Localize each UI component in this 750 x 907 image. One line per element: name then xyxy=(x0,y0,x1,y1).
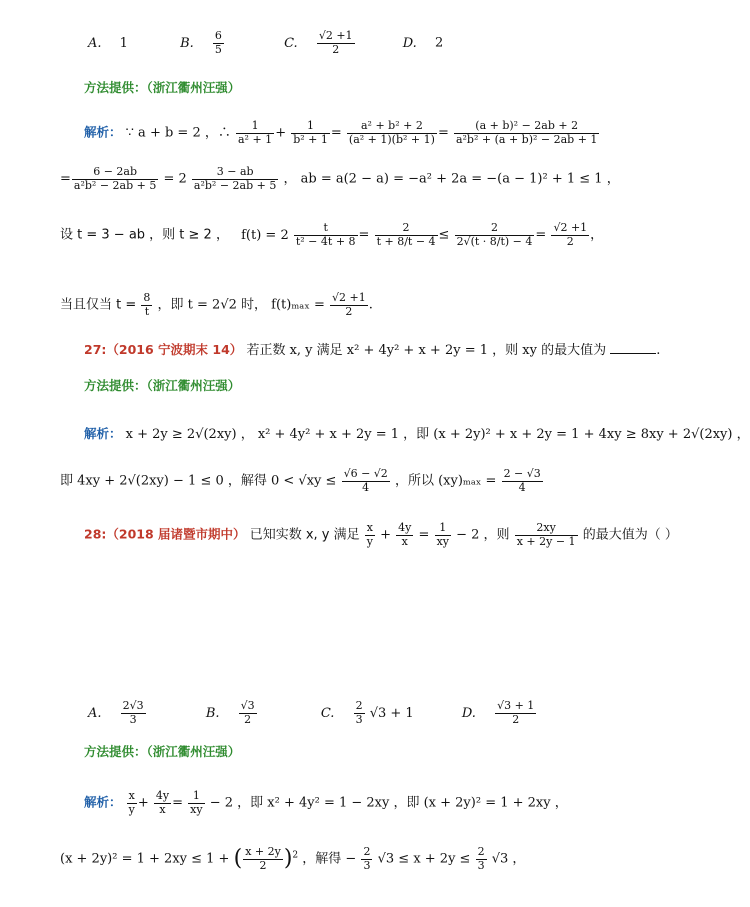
q26-line3-frac-1: $\frac{t}{\text{t² − 4t + 8}}$ xyxy=(295,221,356,248)
q26-line3-f: f(t) = 2 xyxy=(241,227,289,243)
q26-option-a-value: 1 xyxy=(119,35,128,51)
q26-options xyxy=(88,30,443,56)
q28-option-b-letter: B. xyxy=(205,705,220,721)
q28-eq: = xyxy=(418,527,430,543)
q28-method-label: 方法提供：（浙江衢州汪强） xyxy=(84,744,241,759)
q28-option-d-letter: D. xyxy=(461,705,476,721)
q28-line2-prefix: (x + 2y)² = 1 + 2xy ≤ 1 + xyxy=(60,851,230,867)
q28-text-mid: − 2 ，则 xyxy=(456,527,510,543)
q28-frac-3: $\frac{1}{xy}$ xyxy=(436,521,449,548)
q26-analysis-line-4: 当且仅当 t = $\frac{8}{t}$ ，即 t = 2√2 时， f(t)ₘₐₓ = $\frac{√2 +1}{2}$ . xyxy=(60,291,373,318)
q28-line1-tail: − 2 ，即 x² + 4y² = 1 − 2xy ，即 (x + 2y)² = 1 + 2xy ， xyxy=(209,795,568,811)
q28-option-a-fraction: $\frac{2√3}{3}$ xyxy=(122,699,144,726)
q26-analysis-label: 解析： xyxy=(84,124,122,140)
q28-line1-frac-3: $\frac{1}{xy}$ xyxy=(190,789,203,816)
q26-option-c-fraction: $\frac{√2 +1}{2}$ xyxy=(318,29,353,56)
q28-source: 28:（2018 届诸暨市期中） xyxy=(84,526,246,542)
q26-line4-frac-1: $\frac{8}{t}$ xyxy=(143,291,151,318)
q28-line2-frac-2: $\frac{2}{3}$ xyxy=(363,845,371,872)
q28-analysis-label: 解析： xyxy=(84,794,122,810)
q26-option-d-value: 2 xyxy=(434,35,444,51)
q26-line1-frac-3: $\frac{\text{a² + b² + 2}}{\text{(a² + 1)(b² + 1)}}$ xyxy=(348,119,435,146)
q28-line2-mid2: √3 ≤ x + 2y ≤ xyxy=(377,851,471,867)
q28-option-c-fraction: $\frac{2}{3}$ xyxy=(355,699,363,726)
q27-line2-frac-1: $\frac{√6 - √2}{4}$ xyxy=(343,467,388,494)
q26-option-b-fraction: $\frac{6}{5}$ xyxy=(214,29,222,56)
q26-line4-prefix: 当且仅当 t = xyxy=(60,297,137,313)
q28-text-post: 的最大值为（ ） xyxy=(582,527,678,543)
q26-line3-frac-4: $\frac{√2 +1}{2}$ xyxy=(553,221,588,248)
q28-option-c-tail: √3 + 1 xyxy=(369,705,414,721)
q28-option-c-letter: C. xyxy=(320,705,335,721)
q26-method-label: 方法提供：（浙江衢州汪强） xyxy=(84,80,241,95)
q27-question: 27:（2016 宁波期末 14） 若正数 x, y 满足 x² + 4y² + x + 2y = 1 ，则 xy 的最大值为 . xyxy=(84,342,661,358)
q28-text-pre: 已知实数 x, y 满足 xyxy=(249,527,360,543)
q26-analysis-line-2: = $\frac{6 - 2ab}{\text{a²b² − 2ab + 5}}$ = 2 $\frac{3 - ab}{\text{a²b² − 2ab + 5}}$ ， ab = a(2 − a) = −a² + 2a = −(a − 1)² + 1 ≤ 1 ， xyxy=(60,165,620,192)
q26-analysis-line-3: 设 t = 3 − ab ，则 t ≥ 2 ， f(t) = 2 $\frac{t}{\text{t² − 4t + 8}}$ = $\frac{2}{t + 8/t - 4}$ ≤ $\frac{2}{2√(t \cdot 8/t) - 4}$ = $\frac{√2 +1}{2}$ ， xyxy=(60,221,604,248)
q26-analysis-line-1: 解析： ∵ a + b = 2 ，∴ $\frac{1}{\text{a² + 1}}$ + $\frac{1}{\text{b² + 1}}$ = $\frac{\text{a² + b² + 2}}{\text{(a² + 1)(b² + 1)}}$ = $\frac{\text{(a + b)² − 2ab + 2}}{\text{a²b² + (a + b)² − 2ab + 1}}$ xyxy=(84,119,598,146)
q26-line1-frac-1: $\frac{1}{\text{a² + 1}}$ xyxy=(238,119,273,146)
q26-line3-frac-2: $\frac{2}{t + 8/t - 4}$ xyxy=(376,221,436,248)
q26-line2-frac-1: $\frac{6 - 2ab}{\text{a²b² − 2ab + 5}}$ xyxy=(73,165,157,192)
q28-option-d-fraction: $\frac{√3 + 1}{2}$ xyxy=(497,699,535,726)
q28-line2-frac-3: $\frac{2}{3}$ xyxy=(477,845,485,872)
q26-line2-mid: = 2 xyxy=(163,171,187,187)
q28-analysis-line-1: 解析： $\frac{x}{y}$ + $\frac{4y}{x}$ = $\frac{1}{xy}$ − 2 ，即 x² + 4y² = 1 − 2xy ，即 (x + 2y)² = 1 + 2xy ， xyxy=(84,789,568,816)
q28-line2-frac-1: $\frac{x + 2y}{2}$ xyxy=(245,845,281,872)
q26-line4-mid: ，即 t = 2√2 时， f(t)ₘₐₓ = xyxy=(157,297,325,313)
q26-line2-tail: ， ab = a(2 − a) = −a² + 2a = −(a − 1)² + 1 ≤ 1 ， xyxy=(283,171,620,187)
q26-line2-frac-2: $\frac{3 - ab}{\text{a²b² − 2ab + 5}}$ xyxy=(193,165,277,192)
q27-source: 27:（2016 宁波期末 14） xyxy=(84,342,243,357)
q27-answer-blank xyxy=(610,353,656,354)
q28-line2-mid: ，解得 − xyxy=(302,851,357,867)
q27-line1: x + 2y ≥ 2√(2xy) ， x² + 4y² + x + 2y = 1 ，即 (x + 2y)² + x + 2y = 1 + 4xy ≥ 8xy + 2√(2xy) ， xyxy=(125,427,750,442)
q26-option-d-letter: D. xyxy=(402,35,417,51)
q28-analysis-line-2: (x + 2y)² = 1 + 2xy ≤ 1 + ( $\frac{x + 2y}{2}$ )$^2$ ，解得 − $\frac{2}{3}$ √3 ≤ x + 2y ≤ $\frac{2}{3}$ √3 ， xyxy=(60,845,526,872)
q27-analysis-line-2 xyxy=(60,468,544,494)
q28-frac-1: $\frac{x}{y}$ xyxy=(366,521,373,548)
q28-frac-2: $\frac{4y}{x}$ xyxy=(398,521,412,548)
q26-line4-frac-2: $\frac{√2 +1}{2}$ xyxy=(332,291,366,318)
q28-line1-frac-1: $\frac{x}{y}$ xyxy=(128,789,135,816)
q26-option-c-letter: C. xyxy=(284,35,298,51)
q27-method-label: 方法提供：（浙江衢州汪强） xyxy=(84,378,241,393)
q26-line3-frac-3: $\frac{2}{2√(t \cdot 8/t) - 4}$ xyxy=(456,221,533,248)
q26-option-b-letter: B. xyxy=(180,35,194,51)
q28-option-a-letter: A. xyxy=(88,705,102,721)
q26-line1-frac-4: $\frac{\text{(a + b)² − 2ab + 2}}{\text{a²b² + (a + b)² − 2ab + 1}}$ xyxy=(455,119,598,146)
q28-question xyxy=(84,522,678,548)
q27-analysis-line-1 xyxy=(84,428,750,441)
q28-frac-4: $\frac{2xy}{x + 2y - 1}$ xyxy=(516,521,576,548)
q27-line2-prefix: 即 4xy + 2√(2xy) − 1 ≤ 0 ，解得 0 < √xy ≤ xyxy=(60,473,337,489)
q28-options xyxy=(88,700,537,726)
q28-plus: + xyxy=(380,527,392,543)
q28-line1-frac-2: $\frac{4y}{x}$ xyxy=(155,789,170,816)
q26-line1-prefix: ∵ a + b = 2 ，∴ xyxy=(125,125,231,141)
q27-line2-mid: ，所以 (xy)ₘₐₓ = xyxy=(394,473,497,489)
q27-text: 若正数 x, y 满足 x² + 4y² + x + 2y = 1 ，则 xy 的最大值为 xyxy=(246,343,607,358)
q26-line1-frac-2: $\frac{1}{\text{b² + 1}}$ xyxy=(293,119,328,146)
q27-analysis-label: 解析： xyxy=(84,426,122,441)
q26-line3-prefix: 设 t = 3 − ab ，则 t ≥ 2 ， xyxy=(60,227,229,243)
q28-option-b-fraction: $\frac{√3}{2}$ xyxy=(240,699,255,726)
q28-line2-tail: √3 ， xyxy=(491,851,526,867)
q27-line2-frac-2: $\frac{2 - √3}{4}$ xyxy=(503,467,541,494)
q26-option-a-letter: A. xyxy=(88,35,102,51)
